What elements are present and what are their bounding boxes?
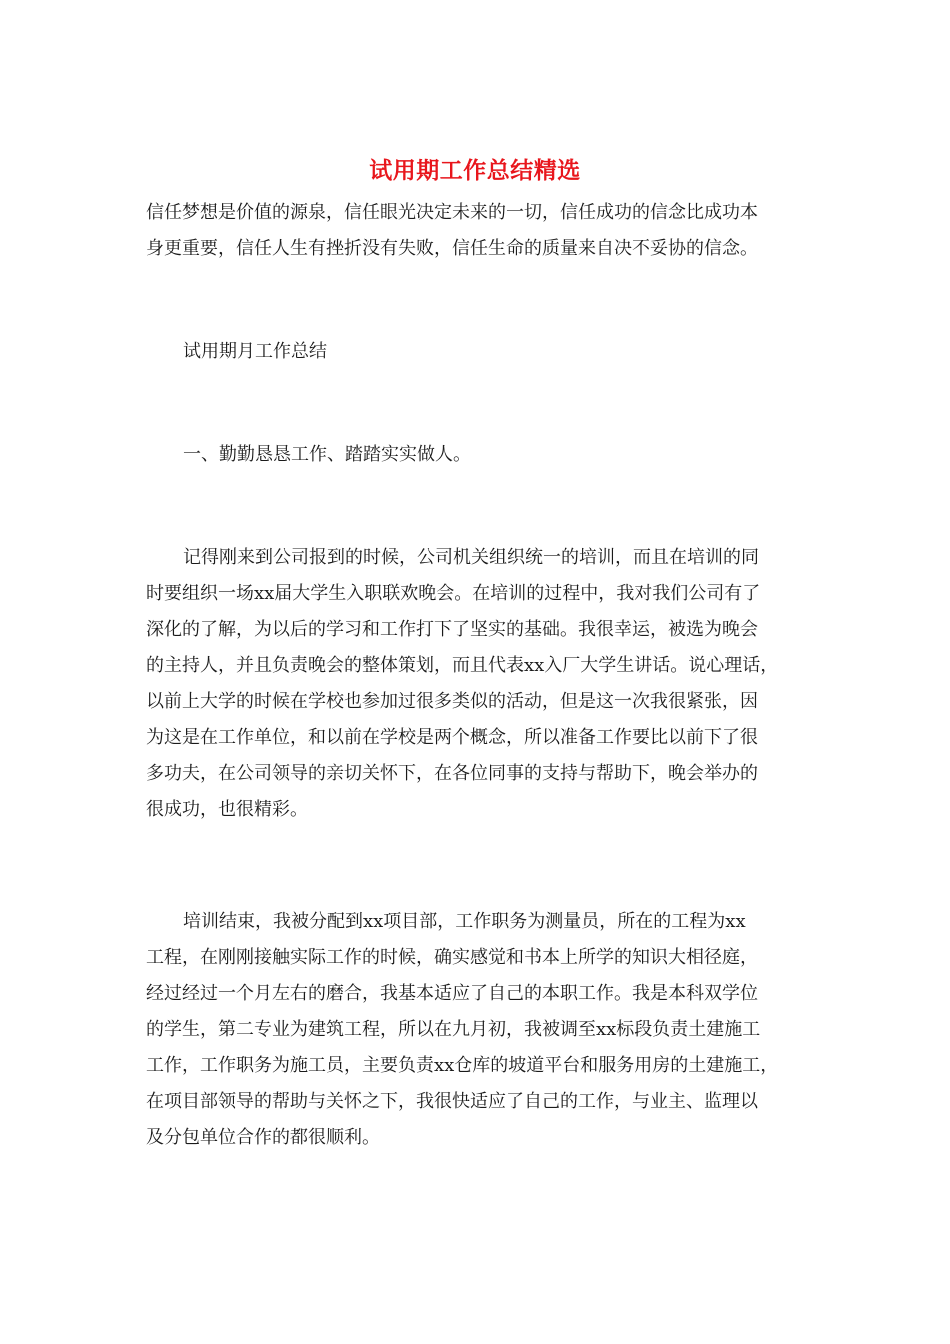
- paragraph-line: 深化的了解，为以后的学习和工作打下了坚实的基础。我很幸运，被选为晚会: [146, 619, 758, 640]
- paragraph-line: 培训结束，我被分配到xx项目部，工作职务为测量员，所在的工程为xx: [183, 911, 746, 932]
- paragraph-line: 经过经过一个月左右的磨合，我基本适应了自己的本职工作。我是本科双学位: [146, 983, 758, 1004]
- paragraph-2: [146, 904, 811, 1156]
- paragraph-line: 及分包单位合作的都很顺利。: [146, 1127, 380, 1148]
- paragraph-line: 的主持人，并且负责晚会的整体策划，而且代表xx入厂大学生讲话。说心理话，: [146, 655, 779, 676]
- document-title: 试用期工作总结精选: [369, 158, 581, 184]
- section-heading: [146, 437, 811, 473]
- paragraph-line: 多功夫，在公司领导的亲切关怀下，在各位同事的支持与帮助下，晚会举办的: [146, 763, 758, 784]
- intro-paragraph: [146, 195, 811, 267]
- intro-line: 信任梦想是价值的源泉，信任眼光决定未来的一切，信任成功的信念比成功本: [146, 202, 758, 223]
- paragraph-line: 工程，在刚刚接触实际工作的时候，确实感觉和书本上所学的知识大相径庭，: [146, 947, 758, 968]
- subtitle-text: 试用期月工作总结: [183, 341, 327, 362]
- paragraph-line: 为这是在工作单位，和以前在学校是两个概念，所以准备工作要比以前下了很: [146, 727, 758, 748]
- paragraph-line: 工作，工作职务为施工员，主要负责xx仓库的坡道平台和服务用房的土建施工，: [146, 1055, 779, 1076]
- paragraph-line: 记得刚来到公司报到的时候，公司机关组织统一的培训，而且在培训的同: [183, 547, 759, 568]
- paragraph-line: 在项目部领导的帮助与关怀之下，我很快适应了自己的工作，与业主、监理以: [146, 1091, 758, 1112]
- paragraph-line: 时要组织一场xx届大学生入职联欢晚会。在培训的过程中，我对我们公司有了: [146, 583, 761, 604]
- paragraph-line: 很成功，也很精彩。: [146, 799, 308, 820]
- paragraph-line: 的学生，第二专业为建筑工程，所以在九月初，我被调至xx标段负责土建施工: [146, 1019, 761, 1040]
- subtitle: [146, 334, 811, 370]
- paragraph-1: [146, 540, 811, 828]
- section-heading-text: 一、勤勤恳恳工作、踏踏实实做人。: [183, 444, 471, 465]
- paragraph-line: 以前上大学的时候在学校也参加过很多类似的活动，但是这一次我很紧张，因: [146, 691, 758, 712]
- intro-line: 身更重要，信任人生有挫折没有失败，信任生命的质量来自决不妥协的信念。: [146, 238, 758, 259]
